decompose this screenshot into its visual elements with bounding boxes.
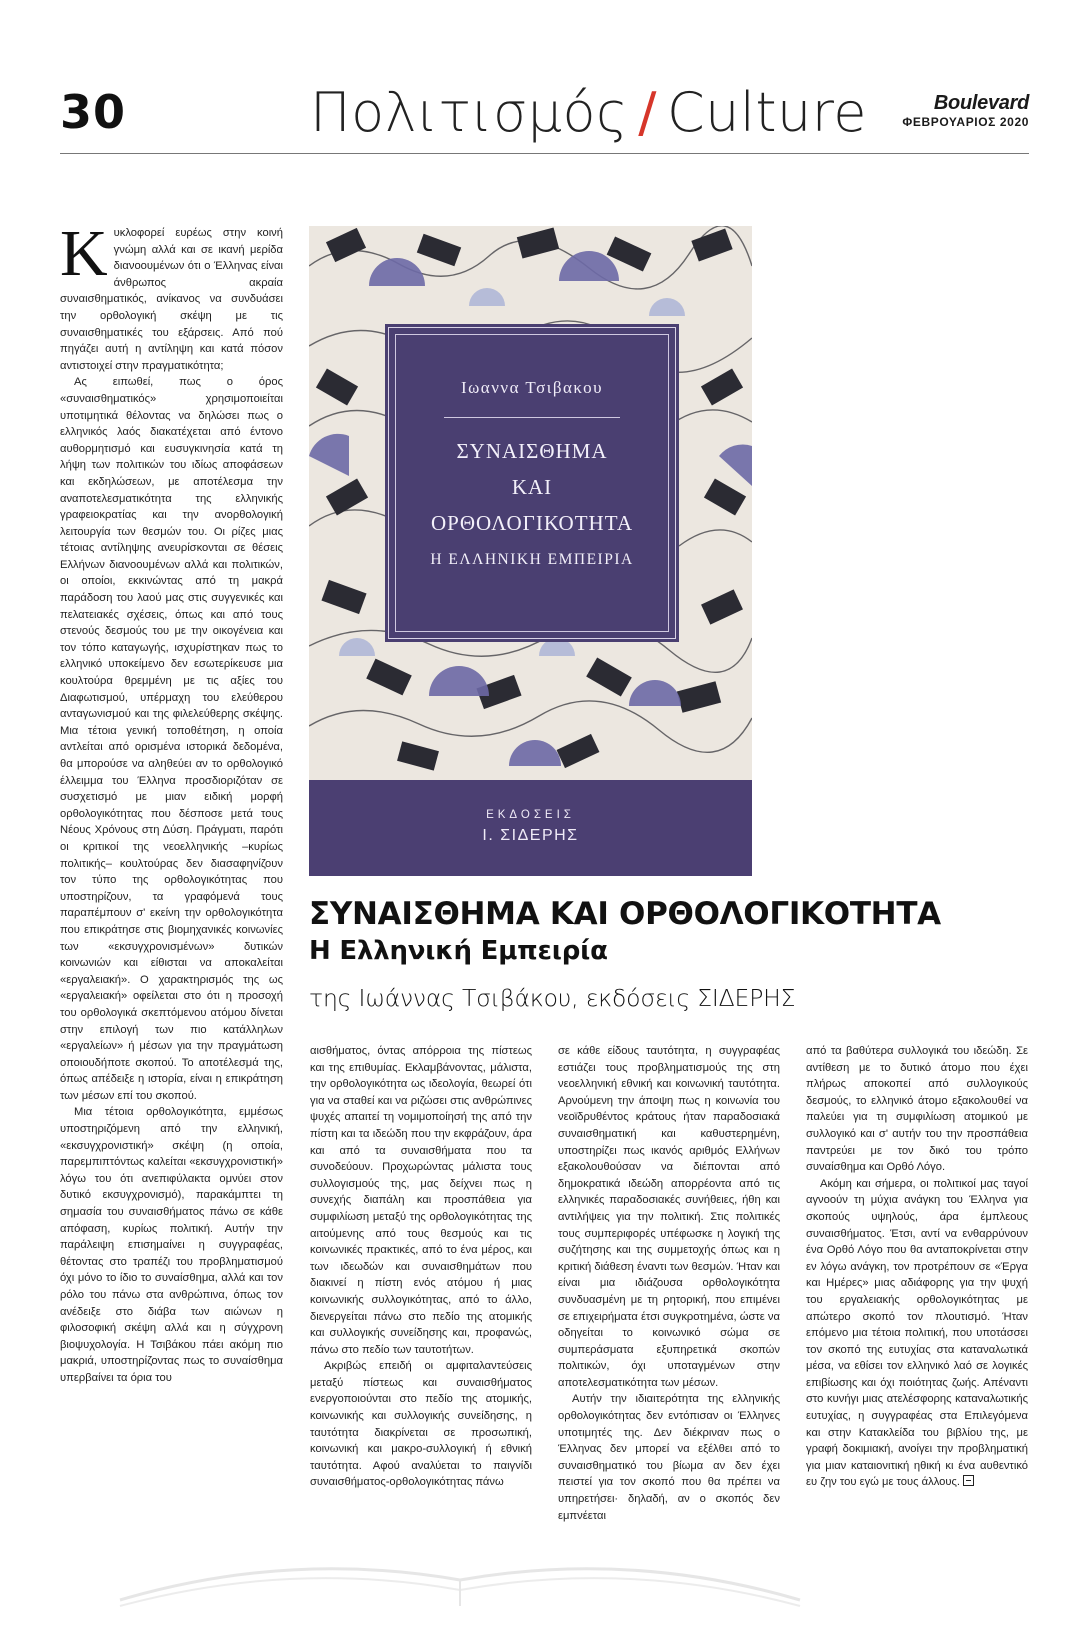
end-of-article-icon [963, 1475, 974, 1486]
article-byline: της Ιωάννας Τσιβάκου, εκδόσεις ΣΙΔΕΡΗΣ [309, 984, 796, 1012]
section-title-slash: / [638, 81, 657, 144]
issue-date: ΦΕΒΡΟΥΑΡΙΟΣ 2020 [902, 115, 1029, 129]
page-number: 30 [60, 85, 127, 139]
cover-author: Ιωαννα Τσιβακου [460, 378, 604, 397]
publication-name: Boulevard [933, 92, 1029, 114]
article-paragraph: Ας ειπωθεί, πως ο όρος «συναισθηματικός» χρησιμοποιείται υποτιμητικά θέλοντας να δηλώσει πως ο ελληνικός λαός διακατέχεται από έντονο αυθορμητισμό και ευσυγκινησία κατά τη λήψη των πολιτικών του ιδίως αποφάσεων και εκδηλώσεων, με αποτέλεσμα την αναποτελεσματικότητα της ελληνικής γραφειοκρατίας και την ανορθολογική λειτουργία των θεσμών του. Οι ρίζες μιας τέτοιας αντίληψης ανευρίσκονται σε θέσεις Ελλήνων διανοουμένων αλλά και πολιτικών, οι οποίοι, εκκινώντας από τη μακρά παράδοση του λαού μας στις συγγενικές και πελατειακές σχέσεις, όπως και από τους στενούς δεσμούς του με την οικογένεια και τον τόπο καταγωγής, ισχυρίστηκαν πως το ελληνικό υποκείμενο δεν εσωτερίκευσε μια κουλτούρα θρεμμένη με τις αξίες του Διαφωτισμού, υπέρμαχη του ελεύθερου ανταγωνισμού και της φιλελεύθερης σκέψης. Μια τέτοια γενική τοποθέτηση, η οποία αντλείται από ορισμένα ιστορικά δεδομένα, θα μπορούσε να αληθεύει αν το ορθολογικό έλλειμμα του Έλληνα προσδιοριζόταν σε συσχετισμό με μιαν ειδική μορφή ορθολογικότητας που δέσποσε μετά τους Νέους Χρόνους στη Δύση. Πράγματι, παρότι οι κριτικοί της νεοελληνικής –κυρίως πολιτικής– κουλτούρας δεν διασαφηνίζουν τον τύπο της ορθολογικότητας που υποστηρίζουν, τα γραφόμενά τους παραπέμπουν σ' εκείνη την ορθολογικότητα που επικράτησε στις βιομηχανικές κοινωνίες των «εκσυγχρονισμένων» δυτικών κοινωνιών και είθισται να αποκαλείται «εργαλειακή». Ο χαρακτηρισμός της ως «εργαλειακή» οφείλεται στο ότι η προσοχή του ορθολογικά σκεπτόμενου ατόμου δίνεται στην επιλογή των πιο κατάλληλων «εργαλείων» ή μέσων για την πραγμάτωση οποιουδήποτε σκοπού. Το αποτέλεσμά της, όπως απέδειξε η ιστορία, είναι η επικράτηση των μέσων επί του σκοπού. [60, 376, 283, 1102]
open-book-watermark-icon [110, 1540, 810, 1610]
section-title-english: Culture [666, 81, 868, 144]
article-paragraph: Ακόμη και σήμερα, οι πολιτικοί μας ταγοί αγνοούν τη μύχια ανάγκη του Έλληνα για σκοπούς υψηλούς, άρα έμπλεους συναισθήματος. Έτσι, αντί να ενθαρρύνουν ένα Ορθό Λόγο που θα ανταποκρίνεται στην εν λόγω ανάγκη, τον προτρέπουν σε «Έργα και Ημέρες» μιας αδιάφορης για την ψυχή του εργαλειακής ορθολογικότητας με απώτερο σκοπό τον πλουτισμό. Ήταν επόμενο μια τέτοια πολιτική, που υποτάσσει τον σκοπό της ευτυχίας στα καταναλωτικά μέσα, να εθίσει τον ελληνικό λαό σε λογικές επιβίωσης και όχι ποιότητας ζωής. Απέναντι στο κυνήγι μιας ατελέσφορης καταναλωτικής ευτυχίας, η συγγραφέας στα Επιλεγόμενα και στην Κατακλείδα του βιβλίου της, με γραφή δοκιμιακή, ανοίγει την προβληματική για μιαν καταιονιτική ηθική κι ένα αυθεντικό ευ ζην του εγώ με τους άλλους. [806, 1177, 1028, 1489]
article-column-3 [558, 1043, 780, 1524]
page-header [0, 0, 1080, 156]
header-divider [60, 153, 1029, 154]
cover-title-panel [388, 327, 676, 639]
article-paragraph: αισθήματος, όντας απόρροια της πίστεως και της επιθυμίας. Εκλαμβάνοντας, μάλιστα, την ορθολογικότητα ως ιδεολογία, θεωρεί ότι για να σταθεί και να ριζώσει στις ανθρώπινες ψυχές απαιτεί τη νομιμοποίησή της από την πίστη και τα ιδεώδη που την εκφράζουν, άρα και από τα συναισθήματα που τα συνοδεύουν. Προχωρώντας μάλιστα τους συλλογισμούς της, μας δείχνει πως η συνεχής διαπάλη και προσπάθεια για συμφιλίωση μεταξύ της ορθολογικότητας της αιτούμενης από τους θεσμούς και τις κοινωνικές πρακτικές, από το ένα μέρος, και των ιδεωδών και συναισθημάτων που διακινεί η πίστη ενός ατόμου ή μιας κοινωνικής συλλογικότητας, από το άλλο, διενεργείται πάνω στο πεδίο της ατομικής και συλλογικής συνείδησης και, προφανώς, πάνω στο πεδίο των ταυτοτήτων. [310, 1045, 532, 1356]
cover-subtitle: Η ΕΛΛΗΝΙΚΗ ΕΜΠΕΙΡΙΑ [430, 551, 634, 568]
section-title-greek: Πολιτισμός [310, 81, 629, 144]
cover-publisher-band [309, 780, 752, 876]
cover-divider [444, 417, 620, 418]
article-subheadline: Η Ελληνική Εμπειρία [309, 936, 608, 966]
article-paragraph: Κυκλοφορεί ευρέως στην κοινή γνώμη αλλά και σε ικανή μερίδα διανοουμένων ότι ο Έλληνας είναι άνθρωπος ακραία συναισθηματικός, ανίκανος να συνδυάσει την ορθολογική σκέψη με τις συναισθηματικές του εξάρσεις. Από πού πηγάζει αυτή η αντίληψη και κατά πόσον αντιστοιχεί στην πραγματικότητα; [60, 217, 283, 372]
book-cover-image [309, 226, 752, 876]
article-column-1 [60, 217, 283, 1387]
cover-publisher-name: Ι. ΣΙΔΕΡΗΣ [482, 827, 579, 844]
article-column-2 [310, 1043, 532, 1491]
article-paragraph: σε κάθε είδους ταυτότητα, η συγγραφέας εστιάζει τους προβληματισμούς της στη νεοελληνική εθνική και κοινωνική ταυτότητα. Αρνούμενη την άποψη πως η κοινωνία του νεοϊδρυθέντος κράτους ήταν παραδοσιακά συναισθηματική και καθυστερημένη, υποστηρίζει πως ικανός αριθμός Ελλήνων εξακολουθούσαν να διέπονται από δημοκρατικά ιδεώδη απορρέοντα από τις ελληνικές παραδοσιακές συνήθειες, ήθη και αντιλήψεις για την πολιτική. Στις πολιτικές τους συμπεριφορές υπέφωσκε η λογική της συζήτησης και της συμμετοχής όπως και η κριτική διάθεση έναντι των θεσμών. Ήταν και είναι μια ιδιάζουσα ορθολογικότητα συνδυασμένη με τη ρητορική, που επιμένει σε επιχειρήματα έτσι συγκροτημένα, ώστε να οδηγείται το κοινωνικό σώμα σε συμπεράσματα εξυπηρετικά σκοπών πολιτικών, όχι υποταγμένων στην αποτελεσματικότητα των μέσων. [558, 1045, 780, 1389]
article-paragraph: από τα βαθύτερα συλλογικά του ιδεώδη. Σε αντίθεση με το δυτικό άτομο που έχει πλήρως αποκοπεί από συλλογικούς δεσμούς, το ελληνικό άτομο εξακολουθεί να παλεύει για τη συμφιλίωση ατομικού με συλλογικό και σ' αυτήν του την προσπάθεια παντρεύει με τον δικό του τρόπο συναίσθημα και Ορθό Λόγο. [806, 1045, 1028, 1174]
article-headline: ΣΥΝΑΙΣΘΗΜΑ ΚΑΙ ΟΡΘΟΛΟΓΙΚΟΤΗΤΑ [309, 896, 941, 932]
cover-title-line-3: ΟΡΘΟΛΟΓΙΚΟΤΗΤΑ [430, 511, 634, 535]
cover-publisher-label: ΕΚΔΟΣΕΙΣ [486, 809, 575, 821]
article-column-4 [806, 1043, 1028, 1491]
cover-title-line-2: ΚΑΙ [511, 475, 553, 499]
drop-cap: Κ [60, 217, 108, 290]
article-paragraph: Ακριβώς επειδή οι αμφιταλαντεύσεις μεταξύ πίστεως και συναισθήματος ενεργοποιούνται στο πεδίο της ατομικής, κοινωνικής και συλλογικής συνείδησης, η ταυτότητα διακρίνεται σε προσωπική, κοινωνική και μακρο-συλλογική ή εθνική ταυτότητα. Αφού αναλύεται το παιγνίδι συναισθήματος-ορθολογικότητας πάνω [310, 1360, 532, 1489]
section-title [310, 80, 867, 146]
cover-title-line-1: ΣΥΝΑΙΣΘΗΜΑ [456, 439, 608, 463]
article-paragraph: Μια τέτοια ορθολογικότητα, εμμέσως υποστηριζόμενη από την ελληνική, «εκσυγχρονιστική» σκέψη (η οποία, παρεμπιπτόντως καλείται «εκσυγχρονιστική» λόγω του ότι ανεπιφύλακτα ομνύει στον δυτικό εκσυγχρονισμό), παρακάμπτει τη σημασία του συναισθήματος πάνω σε κάθε απόφαση, κυρίως πολιτική. Αυτήν την παράλειψη επισημαίνει η συγγραφέας, θέτοντας στο τραπέζι του προβληματισμού όχι μόνο το ίδιο το συναίσθημα, αλλά και τον ρόλο του πάνω στα ανθρώπινα, όπως τον ανέδειξε στο διάβα των αιώνων η φιλοσοφική σκέψη αλλά και η σύγχρονη βιοψυχολογία. Η Τσιβάκου πάει ακόμη πιο μακριά, υποστηρίζοντας πως το συναίσθημα υπερβαίνει τα όρια του [60, 1106, 283, 1384]
article-paragraph: Αυτήν την ιδιαιτερότητα της ελληνικής ορθολογικότητας δεν εντόπισαν οι Έλληνες υποτιμητές της. Δεν διέκριναν πως ο Έλληνας δεν μπορεί να εξέλθει από το συναισθηματικό του βίωμα αν δεν έχει πειστεί για τον σκοπό που θα πρέπει να υπηρετήσει· δηλαδή, αν ο σκοπός δεν εμπνέεται [558, 1393, 780, 1522]
publication-masthead [902, 92, 1029, 130]
